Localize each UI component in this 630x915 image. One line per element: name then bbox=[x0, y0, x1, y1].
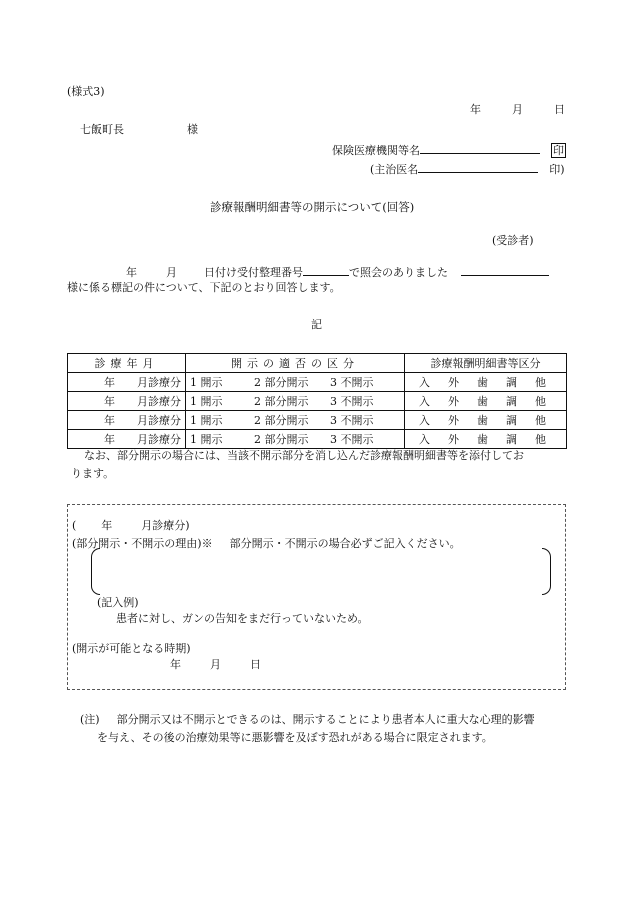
reason-bracket-left bbox=[91, 548, 100, 595]
disclosure-option[interactable]: 2 部分開示 bbox=[254, 413, 309, 427]
disclosable-day: 日 bbox=[250, 658, 261, 671]
date-line bbox=[470, 103, 565, 117]
row-month: 月診療分 bbox=[137, 413, 181, 427]
addressee-honorific: 様 bbox=[187, 123, 198, 136]
institution-label: 保険医療機関等名 bbox=[332, 144, 420, 157]
ki-heading: 記 bbox=[311, 318, 322, 331]
statement-class-option[interactable]: 歯 bbox=[477, 432, 488, 446]
statement-class-cell bbox=[405, 373, 567, 392]
statement-class-option[interactable]: 入 bbox=[419, 394, 430, 408]
statement-class-option[interactable]: 外 bbox=[448, 413, 459, 427]
treatment-month-cell[interactable] bbox=[68, 392, 186, 411]
statement-class-option[interactable]: 調 bbox=[506, 375, 517, 389]
table-header-row bbox=[68, 354, 567, 373]
disclosure-option[interactable]: 3 不開示 bbox=[330, 432, 374, 446]
note-partial-line-2: ります。 bbox=[71, 467, 115, 480]
disclosure-options-cell bbox=[186, 373, 405, 392]
row-month: 月診療分 bbox=[137, 394, 181, 408]
statement-class-cell bbox=[405, 392, 567, 411]
row-month: 月診療分 bbox=[137, 432, 181, 446]
footnote-line-2: を与え、その後の治療効果等に悪影響を及ぼす恐れがある場合に限定されます。 bbox=[97, 731, 493, 744]
example-text: 患者に対し、ガンの告知をまだ行っていないため。 bbox=[116, 612, 369, 625]
disclosable-date bbox=[170, 658, 261, 672]
row-year: 年 bbox=[104, 413, 115, 427]
patient-label: (受診者) bbox=[492, 234, 534, 247]
period-open: ( bbox=[72, 519, 77, 532]
body-line-2: 様に係る標記の件について、下記のとおり回答します。 bbox=[67, 281, 341, 294]
statement-class-option[interactable]: 入 bbox=[419, 375, 430, 389]
statement-class-option[interactable]: 入 bbox=[419, 432, 430, 446]
period-month: 月診療分) bbox=[141, 519, 190, 532]
statement-class-option[interactable]: 歯 bbox=[477, 375, 488, 389]
statement-class-option[interactable]: 他 bbox=[535, 413, 546, 427]
treatment-month-cell[interactable] bbox=[68, 373, 186, 392]
footnote-text-1: 部分開示又は不開示とできるのは、開示することにより患者本人に重大な心理的影響 bbox=[116, 713, 535, 726]
statement-class-option[interactable]: 歯 bbox=[477, 394, 488, 408]
body-text-2: で照会のありました bbox=[349, 266, 448, 279]
header-statement-class: 診療報酬明細書等区分 bbox=[405, 354, 567, 373]
table-row bbox=[68, 373, 567, 392]
doctor-label: (主治医名 bbox=[370, 163, 419, 176]
table-row bbox=[68, 430, 567, 449]
footnote-line-1 bbox=[80, 713, 535, 727]
disclosure-option[interactable]: 3 不開示 bbox=[330, 375, 374, 389]
header-disclosure-class: 開示の適否の区分 bbox=[186, 354, 405, 373]
period-line bbox=[72, 519, 190, 533]
table-row bbox=[68, 411, 567, 430]
disclosure-option[interactable]: 3 不開示 bbox=[330, 413, 374, 427]
statement-class-option[interactable]: 他 bbox=[535, 375, 546, 389]
body-text-1: 日付け受付整理番号 bbox=[204, 266, 303, 279]
row-year: 年 bbox=[104, 432, 115, 446]
statement-class-option[interactable]: 他 bbox=[535, 394, 546, 408]
disclosure-option[interactable]: 1 開示 bbox=[190, 413, 223, 427]
disclosure-option[interactable]: 3 不開示 bbox=[330, 394, 374, 408]
institution-name-field[interactable] bbox=[420, 141, 540, 154]
statement-class-option[interactable]: 調 bbox=[506, 432, 517, 446]
reason-line bbox=[72, 537, 461, 551]
row-year: 年 bbox=[104, 394, 115, 408]
statement-class-option[interactable]: 外 bbox=[448, 375, 459, 389]
document-title: 診療報酬明細書等の開示について(回答) bbox=[210, 200, 415, 214]
statement-class-cell bbox=[405, 430, 567, 449]
footnote-label: (注) bbox=[80, 713, 100, 726]
statement-class-option[interactable]: 歯 bbox=[477, 413, 488, 427]
reason-label: (部分開示・不開示の理由)※ bbox=[72, 537, 213, 550]
table-row bbox=[68, 392, 567, 411]
receipt-number-field[interactable] bbox=[303, 263, 349, 276]
disclosure-option[interactable]: 2 部分開示 bbox=[254, 394, 309, 408]
disclosure-options-cell bbox=[186, 392, 405, 411]
disclosable-year: 年 bbox=[170, 658, 181, 671]
disclosure-options-cell bbox=[186, 411, 405, 430]
disclosure-option[interactable]: 1 開示 bbox=[190, 394, 223, 408]
header-treatment-month: 診療年月 bbox=[68, 354, 186, 373]
addressee-name: 七飯町長 bbox=[80, 123, 124, 136]
body-year: 年 bbox=[126, 266, 137, 279]
disclosure-options-cell bbox=[186, 430, 405, 449]
statement-class-option[interactable]: 入 bbox=[419, 413, 430, 427]
example-label: (記入例) bbox=[97, 596, 139, 609]
disclosure-option[interactable]: 2 部分開示 bbox=[254, 432, 309, 446]
row-month: 月診療分 bbox=[137, 375, 181, 389]
date-day: 日 bbox=[554, 103, 565, 116]
statement-class-option[interactable]: 外 bbox=[448, 432, 459, 446]
reason-note: 部分開示・不開示の場合必ずご記入ください。 bbox=[229, 537, 461, 550]
statement-class-option[interactable]: 調 bbox=[506, 413, 517, 427]
statement-class-option[interactable]: 調 bbox=[506, 394, 517, 408]
disclosable-label: (開示が可能となる時期) bbox=[72, 642, 191, 655]
addressee bbox=[80, 123, 198, 137]
disclosure-option[interactable]: 2 部分開示 bbox=[254, 375, 309, 389]
treatment-month-cell[interactable] bbox=[68, 430, 186, 449]
disclosure-option[interactable]: 1 開示 bbox=[190, 432, 223, 446]
disclosure-option[interactable]: 1 開示 bbox=[190, 375, 223, 389]
body-month: 月 bbox=[166, 266, 177, 279]
statement-class-option[interactable]: 他 bbox=[535, 432, 546, 446]
reply-table bbox=[67, 353, 567, 449]
disclosable-month: 月 bbox=[210, 658, 221, 671]
institution-line bbox=[332, 141, 566, 158]
body-line-1 bbox=[126, 263, 549, 280]
treatment-month-cell[interactable] bbox=[68, 411, 186, 430]
statement-class-cell bbox=[405, 411, 567, 430]
doctor-line bbox=[370, 160, 565, 177]
form-number: (様式3) bbox=[67, 85, 105, 98]
reason-input-area[interactable] bbox=[102, 552, 538, 590]
doctor-name-field[interactable] bbox=[418, 160, 538, 173]
patient-name-field[interactable] bbox=[461, 263, 549, 276]
doctor-seal: 印) bbox=[549, 163, 565, 176]
statement-class-option[interactable]: 外 bbox=[448, 394, 459, 408]
date-year: 年 bbox=[470, 103, 481, 116]
row-year: 年 bbox=[104, 375, 115, 389]
date-month: 月 bbox=[512, 103, 523, 116]
reason-bracket-right bbox=[542, 548, 551, 595]
note-partial-line-1: なお、部分開示の場合には、当該不開示部分を消し込んだ診療報酬明細書等を添付してお bbox=[84, 449, 524, 462]
institution-seal: 印 bbox=[553, 144, 564, 157]
period-year: 年 bbox=[101, 519, 113, 532]
